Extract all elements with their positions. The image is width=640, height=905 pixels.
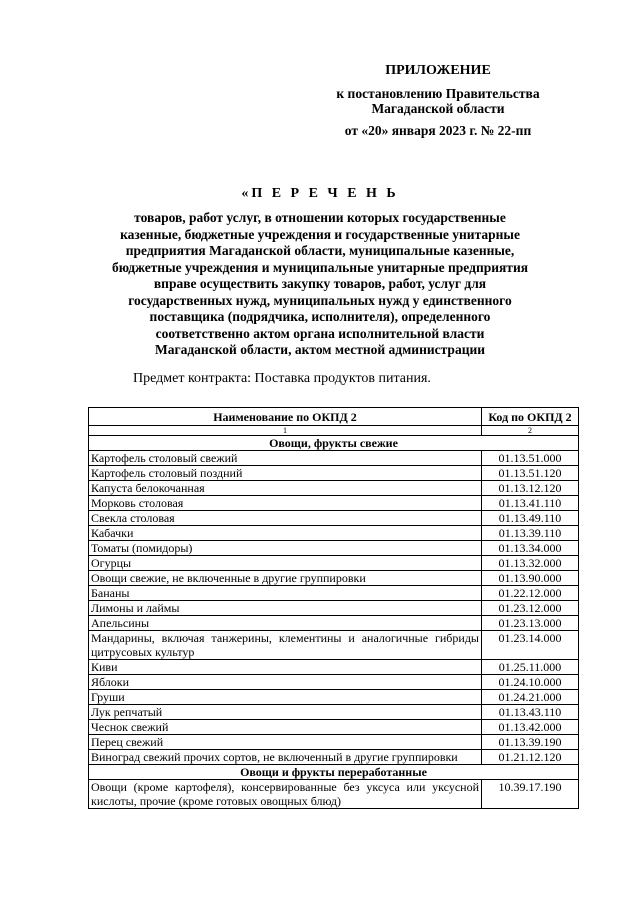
- table-row: [89, 720, 579, 735]
- subtitle-line: государственных нужд, муниципальных нужд у единственного: [128, 292, 512, 308]
- table-row: [89, 466, 579, 481]
- column-number-row: [89, 426, 579, 436]
- product-name: Лук репчатый: [89, 705, 482, 720]
- table-row: [89, 496, 579, 511]
- table-row: [89, 451, 579, 466]
- subtitle-line: соответственно актом органа исполнительной власти: [155, 325, 485, 341]
- product-name: Огурцы: [89, 556, 482, 571]
- subtitle-line: поставщика (подрядчика, исполнителя), определенного: [149, 309, 491, 324]
- header-code: Код по ОКПД 2: [482, 408, 579, 426]
- table-row: [89, 660, 579, 675]
- subtitle-line: товаров, работ услуг, в отношении которых государственные: [134, 210, 506, 225]
- product-name: Картофель столовый поздний: [89, 466, 482, 481]
- okpd-code: 01.13.90.000: [482, 571, 579, 586]
- table-row: [89, 556, 579, 571]
- contract-subject: Предмет контракта: Поставка продуктов питания.: [133, 371, 431, 386]
- column-number: 2: [482, 426, 579, 436]
- okpd-code: 01.23.14.000: [482, 631, 579, 660]
- subtitle-line: бюджетные учреждения и муниципальные унитарные предприятия: [111, 259, 529, 275]
- product-name: Мандарины, включая танжерины, клементины и аналогичные гибриды цитрусовых культур: [89, 631, 482, 660]
- product-name: Груши: [89, 690, 482, 705]
- okpd-code: 01.13.51.120: [482, 466, 579, 481]
- table-row: [89, 601, 579, 616]
- header-name: Наименование по ОКПД 2: [89, 408, 482, 426]
- table-row: [89, 631, 579, 660]
- annex-line-resolution: к постановлению Правительства: [336, 86, 540, 101]
- product-name: Апельсины: [89, 616, 482, 631]
- okpd-code: 01.24.21.000: [482, 690, 579, 705]
- product-name: Перец свежий: [89, 735, 482, 750]
- okpd-code: 01.23.12.000: [482, 601, 579, 616]
- product-name: Овощи свежие, не включенные в другие группировки: [89, 571, 482, 586]
- okpd-code: 01.13.32.000: [482, 556, 579, 571]
- annex-title: ПРИЛОЖЕНИЕ: [385, 63, 491, 78]
- okpd-code: 01.21.12.120: [482, 750, 579, 765]
- okpd-code: 01.25.11.000: [482, 660, 579, 675]
- table-row: [89, 511, 579, 526]
- okpd-code: 01.13.34.000: [482, 541, 579, 556]
- okpd-code: 01.24.10.000: [482, 675, 579, 690]
- okpd-code: 01.22.12.000: [482, 586, 579, 601]
- okpd-table: [88, 407, 579, 809]
- product-name: Морковь столовая: [89, 496, 482, 511]
- product-name: Лимоны и лаймы: [89, 601, 482, 616]
- product-name: Чеснок свежий: [89, 720, 482, 735]
- product-name: Виноград свежий прочих сортов, не включенный в другие группировки: [89, 750, 482, 765]
- section-title: Овощи, фрукты свежие: [89, 436, 579, 451]
- product-name: Бананы: [89, 586, 482, 601]
- okpd-code: 01.13.39.110: [482, 526, 579, 541]
- table-row: [89, 616, 579, 631]
- table-header-row: [89, 408, 579, 426]
- okpd-code: 01.13.51.000: [482, 451, 579, 466]
- subtitle-line: Магаданской области, актом местной администрации: [154, 342, 486, 357]
- annex-line-region: Магаданской области: [371, 101, 505, 116]
- table-row: [89, 735, 579, 750]
- table-row: [89, 526, 579, 541]
- table-row: [89, 750, 579, 765]
- okpd-code: 01.23.13.000: [482, 616, 579, 631]
- product-name: Овощи (кроме картофеля), консервированные без уксуса или уксусной кислоты, прочие (кроме готовых овощных блюд): [89, 780, 482, 809]
- annex-header: [0, 0, 640, 140]
- section-row: [89, 765, 579, 780]
- product-name: Капуста белокочанная: [89, 481, 482, 496]
- product-name: Томаты (помидоры): [89, 541, 482, 556]
- table-row: [89, 541, 579, 556]
- column-number: 1: [89, 426, 482, 436]
- product-name: Кабачки: [89, 526, 482, 541]
- product-name: Свекла столовая: [89, 511, 482, 526]
- subtitle-line: предприятия Магаданской области, муниципальные казенные,: [125, 243, 515, 258]
- product-name: Яблоки: [89, 675, 482, 690]
- okpd-code: 01.13.42.000: [482, 720, 579, 735]
- okpd-code: 01.13.12.120: [482, 481, 579, 496]
- table-row: [89, 571, 579, 586]
- table-row: [89, 481, 579, 496]
- okpd-code: 01.13.41.110: [482, 496, 579, 511]
- list-title: «П Е Р Е Ч Е Н Ь: [241, 186, 399, 201]
- table-row: [89, 780, 579, 809]
- okpd-code: 01.13.43.110: [482, 705, 579, 720]
- product-name: Киви: [89, 660, 482, 675]
- subtitle-line: вправе осуществить закупку товаров, работ, услуг для: [153, 276, 487, 291]
- section-title: Овощи и фрукты переработанные: [89, 765, 579, 780]
- table-row: [89, 690, 579, 705]
- list-subtitle: [95, 210, 545, 359]
- okpd-code: 10.39.17.190: [482, 780, 579, 809]
- table-row: [89, 586, 579, 601]
- subtitle-line: казенные, бюджетные учреждения и государственные унитарные: [120, 226, 520, 242]
- table-row: [89, 705, 579, 720]
- product-name: Картофель столовый свежий: [89, 451, 482, 466]
- annex-line-date: от «20» января 2023 г. № 22-пп: [344, 123, 532, 138]
- section-row: [89, 436, 579, 451]
- table-row: [89, 675, 579, 690]
- okpd-code: 01.13.49.110: [482, 511, 579, 526]
- okpd-code: 01.13.39.190: [482, 735, 579, 750]
